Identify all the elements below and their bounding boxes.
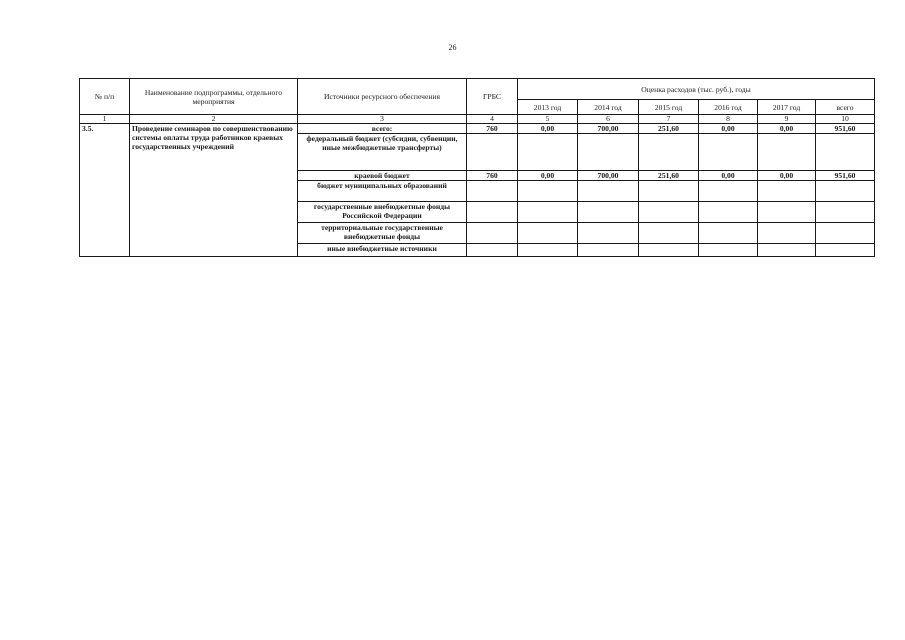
header-year: 2016 год (699, 100, 758, 115)
value-cell (518, 202, 578, 223)
header-year: 2017 год (758, 100, 816, 115)
column-number: 5 (518, 115, 578, 124)
table-row-total (80, 124, 875, 134)
header-year: 2013 год (518, 100, 578, 115)
column-number: 6 (578, 115, 639, 124)
value-cell: 951,60 (816, 124, 875, 134)
value-cell (816, 244, 875, 257)
value-cell: 0,00 (758, 124, 816, 134)
header-resource-source: Источники ресурсного обеспечения (298, 79, 467, 115)
column-number: 2 (130, 115, 298, 124)
value-cell: 700,00 (578, 124, 639, 134)
value-cell (758, 202, 816, 223)
value-cell (518, 134, 578, 171)
column-number: 9 (758, 115, 816, 124)
value-cell (518, 244, 578, 257)
value-cell (758, 134, 816, 171)
value-cell (518, 181, 578, 202)
grbs-value (467, 202, 518, 223)
source-label: государственные внебюджетные фонды Российской Федерации (298, 202, 467, 223)
header-program-name: Наименование подпрограммы, отдельного мероприятия (130, 79, 298, 115)
page-number: 26 (448, 43, 457, 52)
value-cell (816, 223, 875, 244)
header-year: 2015 год (639, 100, 699, 115)
header-row-1 (80, 79, 875, 100)
grbs-value (467, 244, 518, 257)
value-cell: 951,60 (816, 171, 875, 181)
value-cell (699, 134, 758, 171)
item-name: Проведение семинаров по совершенствованию системы оплаты труда работников краевых государственных учреждений (130, 124, 298, 257)
value-cell (699, 223, 758, 244)
budget-table (79, 78, 875, 257)
value-cell (758, 181, 816, 202)
header-expense-estimate: Оценка расходов (тыс. руб.), годы (518, 79, 875, 100)
value-cell (639, 244, 699, 257)
item-number: 3.5. (80, 124, 130, 257)
value-cell (639, 223, 699, 244)
grbs-value: 760 (467, 124, 518, 134)
column-number: 7 (639, 115, 699, 124)
value-cell: 0,00 (518, 171, 578, 181)
grbs-value (467, 134, 518, 171)
column-number: 1 (80, 115, 130, 124)
value-cell (639, 134, 699, 171)
value-cell (639, 202, 699, 223)
source-label: федеральный бюджет (субсидии, субвенции, иные межбюджетные трансферты) (298, 134, 467, 171)
value-cell (816, 181, 875, 202)
value-cell (639, 181, 699, 202)
column-numbers-row (80, 115, 875, 124)
value-cell (578, 244, 639, 257)
value-cell (578, 181, 639, 202)
grbs-value: 760 (467, 171, 518, 181)
header-total: всего (816, 100, 875, 115)
value-cell: 0,00 (699, 171, 758, 181)
column-number: 3 (298, 115, 467, 124)
value-cell (758, 223, 816, 244)
grbs-value (467, 223, 518, 244)
value-cell (578, 134, 639, 171)
source-label: всего: (298, 124, 467, 134)
header-year: 2014 год (578, 100, 639, 115)
value-cell: 0,00 (518, 124, 578, 134)
value-cell: 251,60 (639, 171, 699, 181)
grbs-value (467, 181, 518, 202)
value-cell (816, 202, 875, 223)
value-cell (578, 202, 639, 223)
value-cell: 0,00 (758, 171, 816, 181)
source-label: иные внебюджетные источники (298, 244, 467, 257)
value-cell (699, 181, 758, 202)
header-grbs: ГРБС (467, 79, 518, 115)
value-cell: 0,00 (699, 124, 758, 134)
value-cell (699, 244, 758, 257)
value-cell (518, 223, 578, 244)
header-number: № п/п (80, 79, 130, 115)
source-label: краевой бюджет (298, 171, 467, 181)
value-cell: 700,00 (578, 171, 639, 181)
value-cell (699, 202, 758, 223)
source-label: территориальные государственные внебюджетные фонды (298, 223, 467, 244)
value-cell (816, 134, 875, 171)
source-label: бюджет муниципальных образований (298, 181, 467, 202)
column-number: 10 (816, 115, 875, 124)
value-cell (578, 223, 639, 244)
value-cell (758, 244, 816, 257)
value-cell: 251,60 (639, 124, 699, 134)
column-number: 4 (467, 115, 518, 124)
column-number: 8 (699, 115, 758, 124)
